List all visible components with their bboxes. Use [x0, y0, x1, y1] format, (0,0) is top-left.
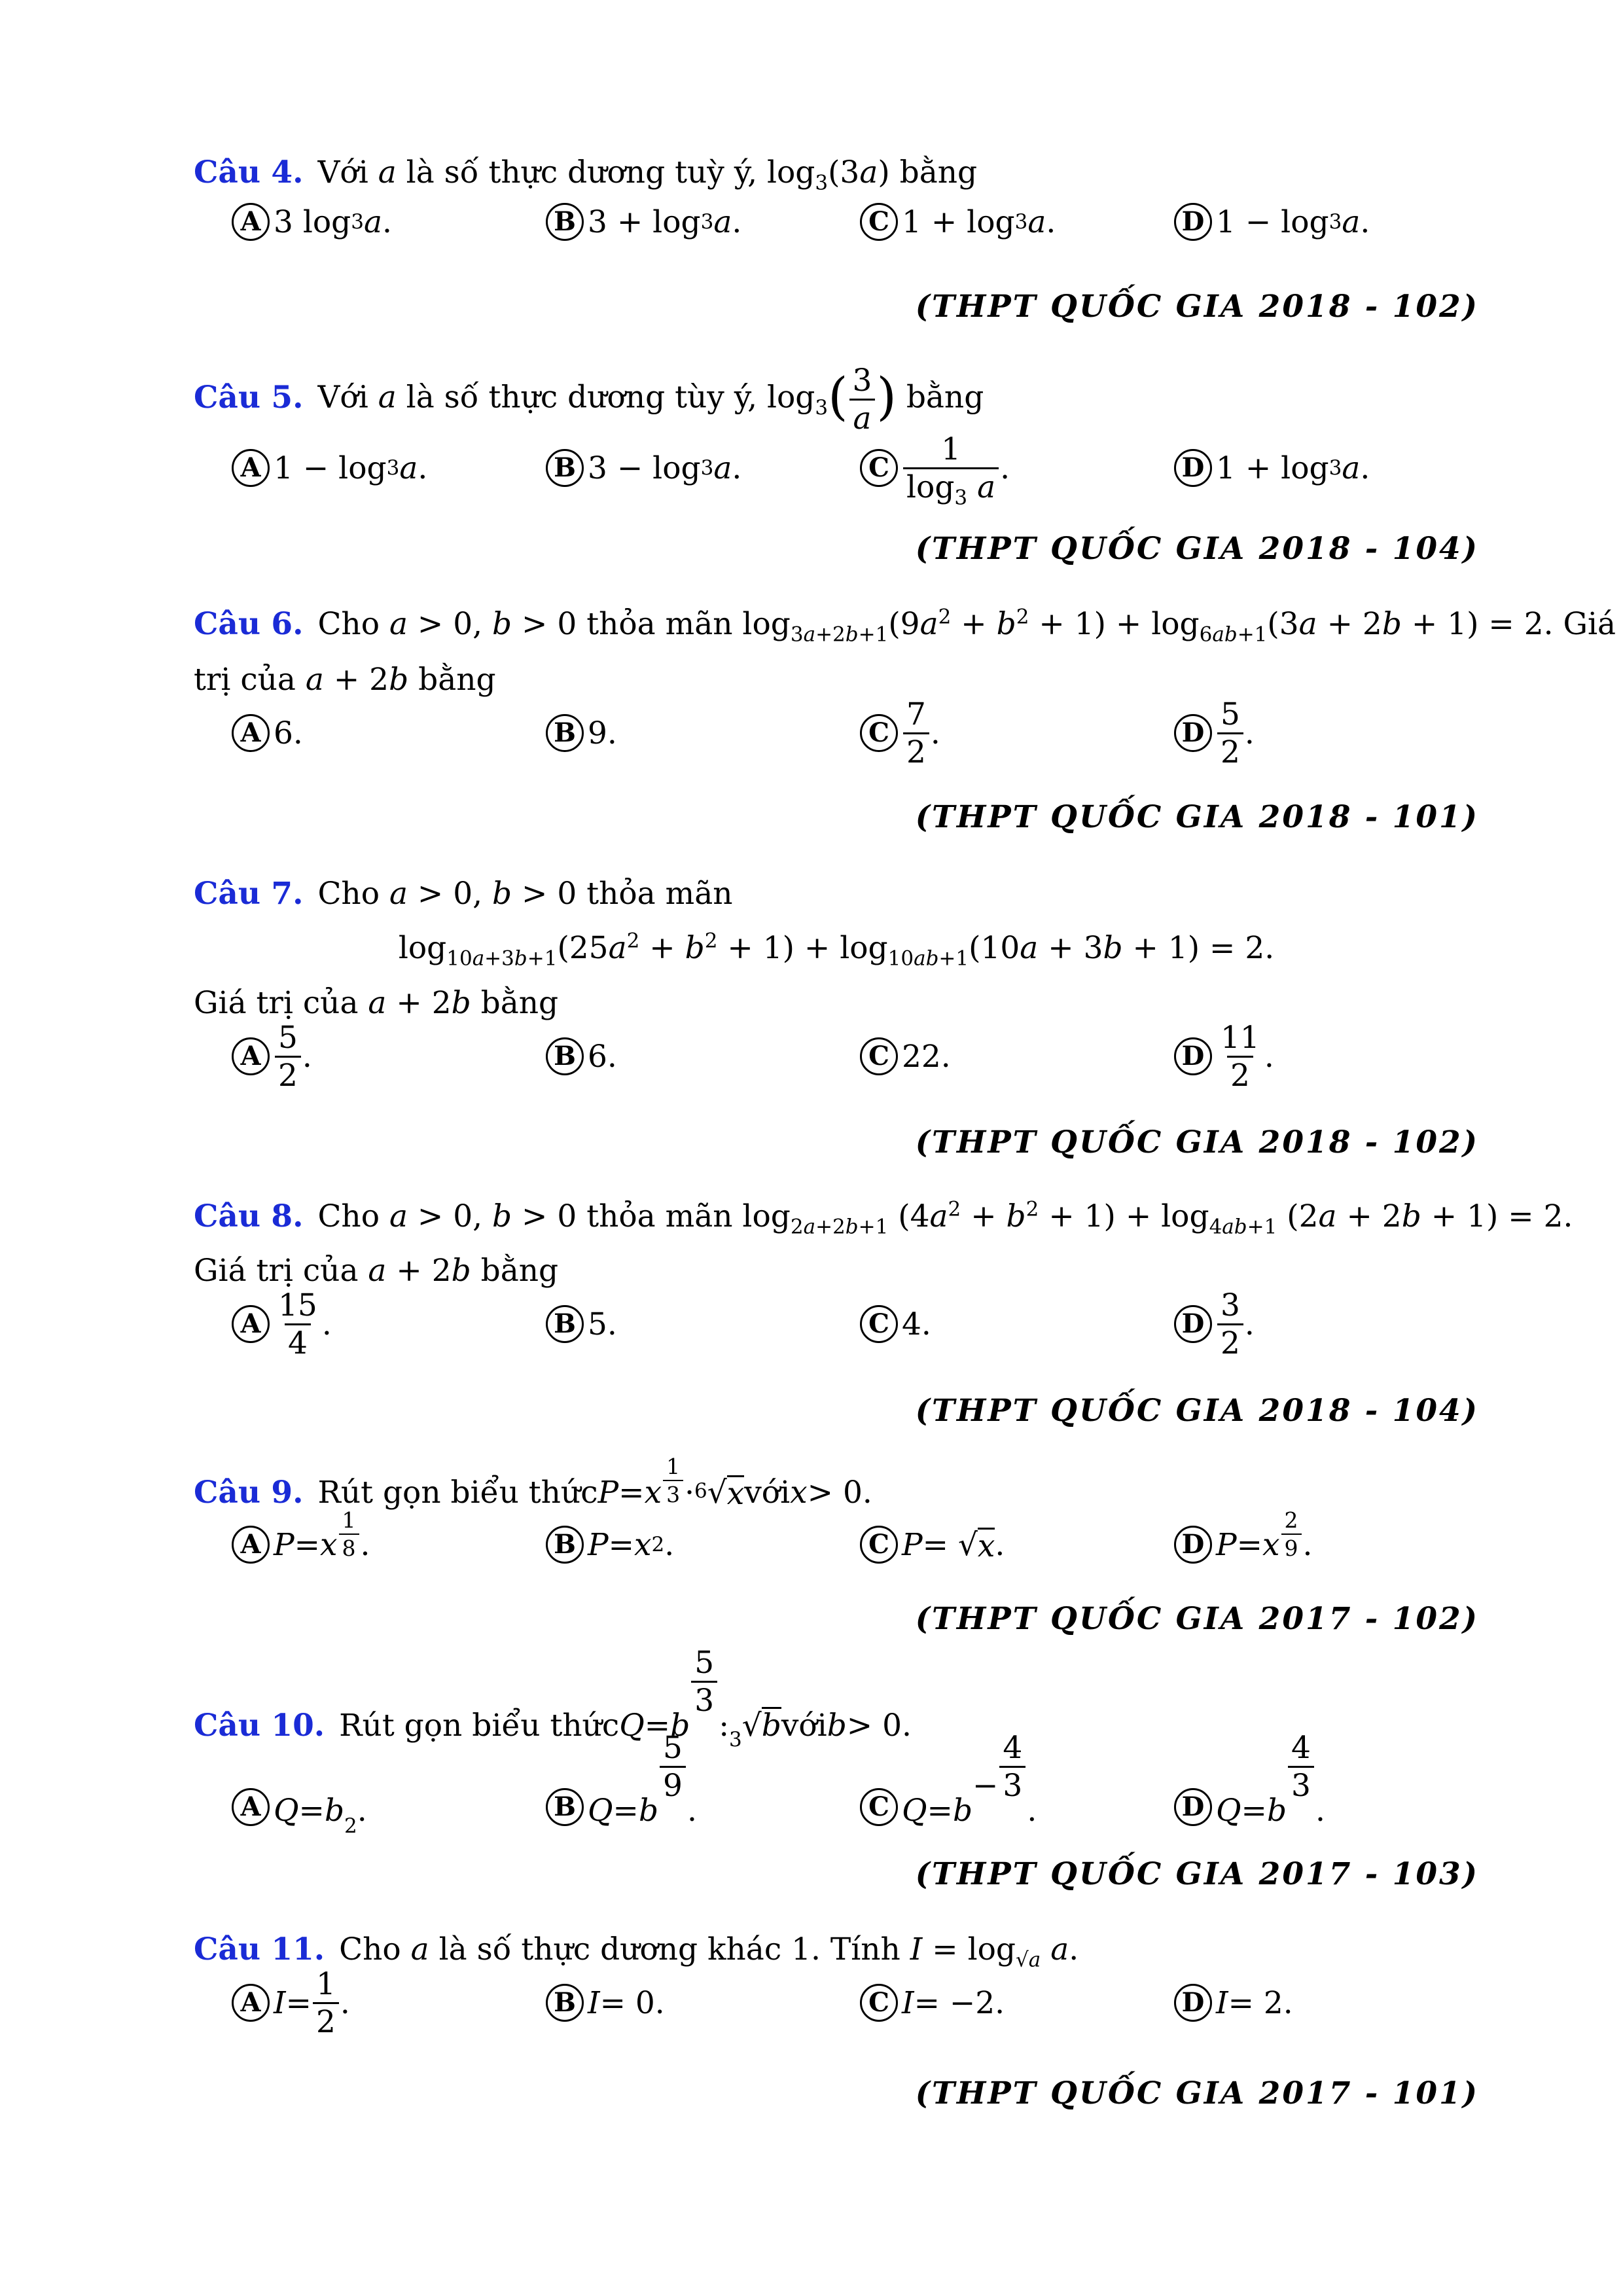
option-a[interactable]: A $\frac{5}{2}$ . [232, 1024, 312, 1089]
question-6 [194, 605, 1616, 844]
question-label: Câu 5. [194, 379, 304, 416]
question-stem: Câu 4. Với a là số thực dương tuỳ ý, $\log_3(3a)$ bằng [194, 154, 978, 195]
option-letter: B [546, 1788, 584, 1826]
question-label: Câu 6. [194, 606, 304, 642]
question-4 [194, 154, 1479, 325]
question-label: Câu 11. [194, 1931, 325, 1967]
question-stem: Câu 5. Với a là số thực dương tùy ý, $\log_3$( $\frac{3}{a}$ ) bằng [194, 363, 984, 437]
question-stem: Câu 8. Cho a > 0, b > 0 thỏa mãn $\log_{2a+2b+1} (4a^2 + b^2 + 1) + \log_{4ab+1} (2a + 2b + 1) = 2$. [194, 1197, 1573, 1239]
option-d[interactable]: D $\frac{3}{2}$ . [1174, 1291, 1255, 1357]
exam-source: (THPT QUỐC GIA 2017 - 101) [915, 2075, 1479, 2111]
option-d[interactable]: D P = x $\frac{2}{9}$ . [1174, 1522, 1312, 1568]
option-b[interactable]: B 5. [546, 1291, 617, 1357]
option-letter: B [546, 1526, 584, 1564]
option-d[interactable]: D $\frac{11}{2}$ . [1174, 1024, 1274, 1089]
option-letter: A [232, 1305, 270, 1343]
option-c[interactable]: C 4. [860, 1291, 931, 1357]
option-a[interactable]: A $\frac{15}{4}$ . [232, 1291, 332, 1357]
option-letter: C [860, 203, 898, 241]
question-stem: Câu 10. Rút gọn biểu thức Q = b $\frac{5}{3}$ : $^3$ √ b với b > 0. [194, 1645, 912, 1751]
exam-source: (THPT QUỐC GIA 2018 - 102) [915, 1124, 1479, 1160]
option-b[interactable]: B P = x 2 . [546, 1522, 674, 1568]
option-letter: C [860, 714, 898, 752]
option-letter: D [1174, 203, 1212, 241]
option-letter: C [860, 1526, 898, 1564]
question-label: Câu 4. [194, 154, 304, 190]
option-c[interactable]: C P = √ x . [860, 1522, 1005, 1568]
option-d[interactable]: D Q = b $\frac{4}{3}$ . [1174, 1741, 1325, 1826]
option-letter: B [546, 1984, 584, 2022]
option-letter: C [860, 1788, 898, 1826]
exam-source: (THPT QUỐC GIA 2018 - 104) [915, 1393, 1479, 1429]
option-letter: A [232, 449, 270, 487]
option-a[interactable]: A 1 − log 3 a . [232, 439, 427, 497]
option-letter: C [860, 449, 898, 487]
question-11 [194, 1931, 1479, 2124]
option-letter: A [232, 1788, 270, 1826]
option-letter: D [1174, 1526, 1212, 1564]
option-letter: C [860, 1305, 898, 1343]
equation: $\log_{10a+3b+1}(25a^2 + b^2 + 1) + \log_{10ab+1}(10a + 3b + 1) = 2$. [398, 929, 1275, 971]
question-stem-cont: Giá trị của a + 2b bằng [194, 985, 559, 1021]
option-letter: C [860, 1037, 898, 1075]
question-stem-cont: trị của a + 2b bằng [194, 662, 496, 698]
option-letter: B [546, 1037, 584, 1075]
question-8 [194, 1197, 1573, 1437]
question-label: Câu 9. [194, 1474, 304, 1511]
option-b[interactable]: B 9. [546, 700, 617, 766]
option-letter: D [1174, 714, 1212, 752]
option-letter: B [546, 714, 584, 752]
question-stem: Câu 11. Cho a là số thực dương khác 1. Tính $I = \log_{√a} a$. [194, 1931, 1079, 1972]
question-label: Câu 8. [194, 1198, 304, 1234]
option-a[interactable]: A Q = b 2 . [232, 1741, 367, 1826]
exam-source: (THPT QUỐC GIA 2017 - 102) [915, 1601, 1479, 1637]
question-10 [194, 1645, 1479, 1898]
option-a[interactable]: A 6. [232, 700, 303, 766]
option-c[interactable]: C 22. [860, 1024, 951, 1089]
option-letter: A [232, 714, 270, 752]
option-letter: B [546, 203, 584, 241]
exam-source: (THPT QUỐC GIA 2018 - 101) [915, 799, 1479, 835]
exam-source: (THPT QUỐC GIA 2018 - 102) [915, 289, 1479, 325]
question-9 [194, 1454, 1479, 1643]
exam-source: (THPT QUỐC GIA 2017 - 103) [915, 1856, 1479, 1892]
option-letter: D [1174, 1037, 1212, 1075]
question-stem: Câu 6. Cho a > 0, b > 0 thỏa mãn $\log_{3a+2b+1}(9a^2 + b^2 + 1) + \log_{6ab+1}(3a + 2b + 1) = 2$. Giá [194, 605, 1616, 647]
option-a[interactable]: A P = x $\frac{1}{8}$ . [232, 1522, 370, 1568]
option-d[interactable]: D I = 2. [1174, 1970, 1293, 2036]
option-c[interactable]: C $\frac{1}{\log_3 a}$ . [860, 439, 1010, 497]
question-stem: Câu 9. Rút gọn biểu thức P = x $\frac{1}{3}$ · $^6$ √ x với x > 0. [194, 1454, 872, 1512]
option-c[interactable]: C $\frac{7}{2}$ . [860, 700, 940, 766]
option-b[interactable]: B 3 − log 3 a . [546, 439, 741, 497]
question-stem: Câu 7. Cho a > 0, b > 0 thỏa mãn [194, 876, 733, 912]
option-b[interactable]: B 6. [546, 1024, 617, 1089]
question-stem-cont: Giá trị của a + 2b bằng [194, 1253, 559, 1289]
option-c[interactable]: C Q = b − $\frac{4}{3}$ . [860, 1741, 1037, 1826]
option-letter: A [232, 1037, 270, 1075]
question-label: Câu 10. [194, 1708, 325, 1744]
option-d[interactable]: D 1 + log 3 a . [1174, 439, 1370, 497]
option-c[interactable]: C I = −2. [860, 1970, 1005, 2036]
option-b[interactable]: B Q = b $\frac{5}{9}$ . [546, 1741, 697, 1826]
option-b[interactable]: B I = 0. [546, 1970, 665, 2036]
option-letter: A [232, 1984, 270, 2022]
exam-source: (THPT QUỐC GIA 2018 - 104) [915, 531, 1479, 567]
option-letter: D [1174, 449, 1212, 487]
option-letter: D [1174, 1984, 1212, 2022]
option-d[interactable]: D 1 − log 3 a . [1174, 203, 1370, 241]
option-letter: D [1174, 1788, 1212, 1826]
question-7 [194, 878, 1479, 1170]
option-letter: C [860, 1984, 898, 2022]
option-letter: B [546, 1305, 584, 1343]
option-a[interactable]: A 3 log 3 a . [232, 203, 392, 241]
question-label: Câu 7. [194, 876, 304, 912]
option-a[interactable]: A I = $\frac{1}{2}$ . [232, 1970, 350, 2036]
option-letter: B [546, 449, 584, 487]
option-letter: D [1174, 1305, 1212, 1343]
option-letter: A [232, 203, 270, 241]
option-c[interactable]: C 1 + log 3 a . [860, 203, 1056, 241]
question-5 [194, 353, 1479, 576]
option-b[interactable]: B 3 + log 3 a . [546, 203, 741, 241]
option-d[interactable]: D $\frac{5}{2}$ . [1174, 700, 1255, 766]
option-letter: A [232, 1526, 270, 1564]
